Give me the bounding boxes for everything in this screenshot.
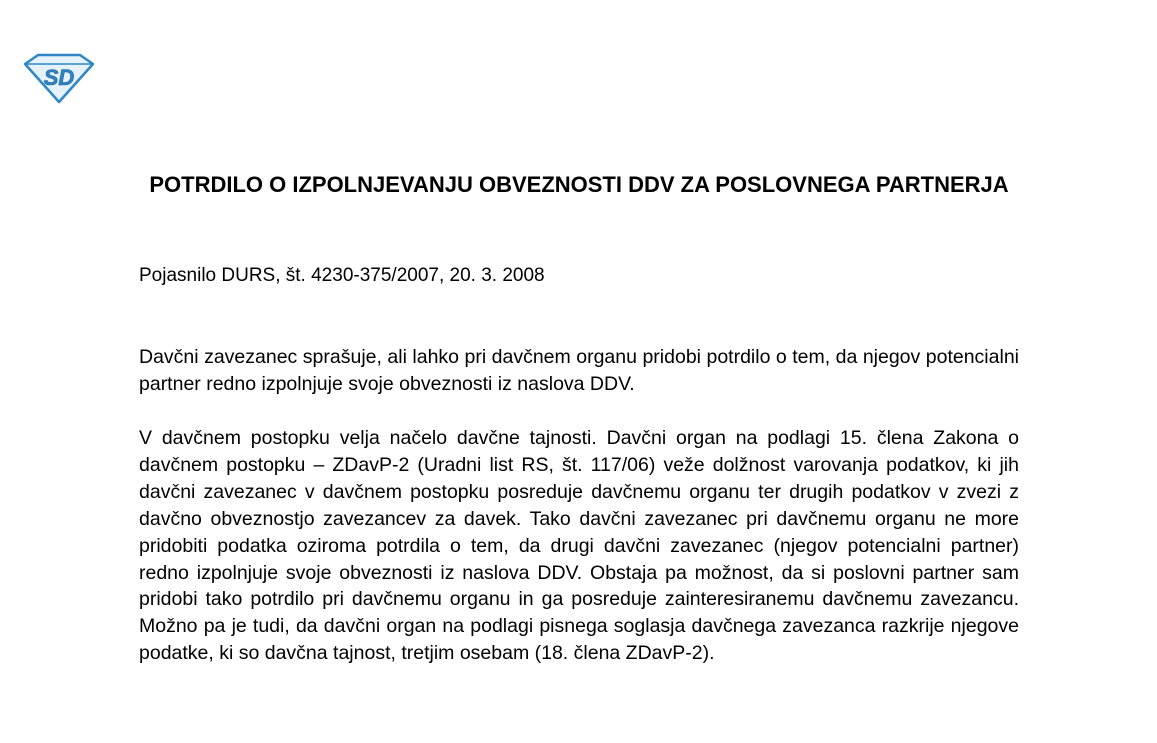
paragraph-answer: V davčnem postopku velja načelo davčne tajnosti. Davčni organ na podlagi 15. člena Zakona o davčnem postopku – ZDavP-2 (Uradni list RS, št. 117/06) veže dolžnost varovanja podatkov, ki jih davčni zavezanec v davčnem postopku posreduje davčnemu organu ter drugih podatkov v zvezi z davčno obveznostjo zavezancev za davek. Tako davčni zavezanec pri davčnemu organu ne more pridobiti podatka oziroma potrdila o tem, da drugi davčni zavezanec (njegov potencialni partner) redno izpolnjuje svoje obveznosti iz naslova DDV. Obstaja pa možnost, da si poslovni partner sam pridobi tako potrdilo pri davčnemu organu in ga posreduje zainteresiranemu davčnemu zavezancu. Možno pa je tudi, da davčni organ na podlagi pisnega soglasja davčnega zavezanca razkrije njegove podatke, ki so davčna tajnost, tretjim osebam (18. člena ZDavP-2). [139, 427, 1019, 665]
document-reference: Pojasnilo DURS, št. 4230-375/2007, 20. 3. 2008 [139, 265, 545, 286]
document-title: POTRDILO O IZPOLNJEVANJU OBVEZNOSTI DDV ZA POSLOVNEGA PARTNERJA [149, 172, 1009, 197]
sd-logo-icon [22, 52, 96, 104]
svg-text:SD: SD [43, 65, 75, 90]
paragraph-question: Davčni zavezanec sprašuje, ali lahko pri davčnem organu pridobi potrdilo o tem, da njegov potencialni partner redno izpolnjuje svoje obveznosti iz naslova DDV. [139, 346, 1019, 395]
